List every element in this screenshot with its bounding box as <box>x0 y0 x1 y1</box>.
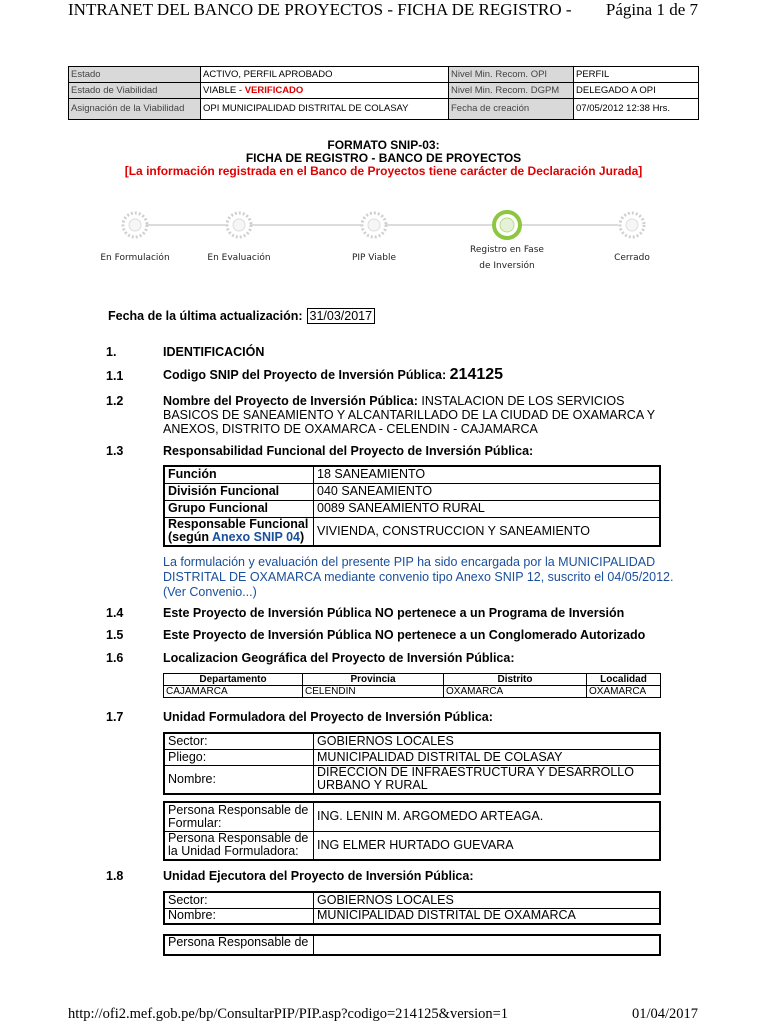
flow-node-cerrado <box>620 213 644 237</box>
unidad-ejecutora-table <box>163 891 661 925</box>
pr-formular-label: Persona Responsable de Formular: <box>164 802 314 831</box>
flow-node-evaluacion <box>227 213 251 237</box>
ue-sector-value: GOBIERNOS LOCALES <box>314 892 661 908</box>
uf-pliego-value: MUNICIPALIDAD DISTRITAL DE COLASAY <box>314 749 661 765</box>
responsable-label-text: Responsable Funcional <box>168 517 309 532</box>
cell-provincia: CELENDIN <box>303 686 444 698</box>
convenio-note: La formulación y evaluación del presente PIP ha sido encargada por la MUNICIPALIDAD DISTRITAL DE OXAMARCA mediante convenio tipo Anexo SNIP 12, suscrito el 04/05/2012. (Ver Convenio...) <box>163 555 674 599</box>
cell-distrito: OXAMARCA <box>444 686 587 698</box>
fecha-creacion-label: Fecha de creación <box>449 99 574 120</box>
snip-code-value: 214125 <box>449 366 504 383</box>
section-number: 1. <box>106 345 117 359</box>
section-number: 1.2 <box>106 394 124 408</box>
last-update <box>108 308 375 324</box>
flow-node-formulacion <box>123 213 147 237</box>
programa-inversion-note: Este Proyecto de Inversión Pública NO pertenece a un Programa de Inversión <box>163 606 625 620</box>
snip-code-label: Codigo SNIP del Proyecto de Inversión Pública: <box>163 368 447 382</box>
responsable-label <box>164 517 314 546</box>
last-update-value: 31/03/2017 <box>307 308 376 324</box>
page-header-title: INTRANET DEL BANCO DE PROYECTOS - FICHA DE REGISTRO - <box>68 0 572 19</box>
fecha-creacion-value: 07/05/2012 12:38 Hrs. <box>574 99 699 120</box>
funcion-label: Función <box>164 466 314 483</box>
section-number: 1.4 <box>106 606 124 620</box>
ue-nombre-label: Nombre: <box>164 908 314 924</box>
col-provincia: Provincia <box>303 674 444 686</box>
location-table <box>163 673 661 698</box>
section-identificacion-title: IDENTIFICACIÓN <box>163 345 265 359</box>
uf-nombre-label: Nombre: <box>164 765 314 794</box>
footer-url: http://ofi2.mef.gob.pe/bp/ConsultarPIP/PIP.asp?codigo=214125&version=1 <box>68 1006 509 1022</box>
responsable-label-prefix: (según <box>168 530 212 545</box>
cell-departamento: CAJAMARCA <box>164 686 303 698</box>
division-value: 040 SANEAMIENTO <box>314 483 661 500</box>
col-distrito: Distrito <box>444 674 587 686</box>
anexo-snip-04-link[interactable]: Anexo SNIP 04 <box>211 530 300 545</box>
unidad-formuladora-persons-table <box>163 801 661 861</box>
conglomerado-note: Este Proyecto de Inversión Pública NO pertenece a un Conglomerado Autorizado <box>163 628 646 642</box>
section-number: 1.7 <box>106 710 124 724</box>
ue-sector-label: Sector: <box>164 892 314 908</box>
viabilidad-text: VIABLE - <box>203 84 245 96</box>
uf-pliego-label: Pliego: <box>164 749 314 765</box>
form-code: FORMATO SNIP-03: <box>327 138 440 152</box>
project-name <box>163 394 683 436</box>
status-table <box>68 66 699 120</box>
flow-node-inversion-active <box>494 212 520 238</box>
form-disclaimer: [La información registrada en el Banco de Proyectos tiene carácter de Declaración Jurada] <box>124 164 643 178</box>
viabilidad-label: Estado de Viabilidad <box>69 83 201 99</box>
col-departamento: Departamento <box>164 674 303 686</box>
estado-label: Estado <box>69 67 201 83</box>
verificado-badge: VERIFICADO <box>244 84 304 96</box>
grupo-label: Grupo Funcional <box>164 500 314 517</box>
status-flow <box>68 208 699 278</box>
ue-pr-label: Persona Responsable de <box>164 935 314 955</box>
nivel-dgpm-label: Nivel Min. Recom. DGPM <box>449 83 574 99</box>
estado-value: ACTIVO, PERFIL APROBADO <box>201 67 449 83</box>
snip-code <box>163 366 683 384</box>
pr-formular-value: ING. LENIN M. ARGOMEDO ARTEAGA. <box>314 802 661 831</box>
viabilidad-value <box>201 83 449 99</box>
location-header-row <box>164 674 661 686</box>
page-number: Página 1 de 7 <box>605 0 698 19</box>
responsable-value: VIVIENDA, CONSTRUCCION Y SANEAMIENTO <box>314 517 661 546</box>
uf-sector-value: GOBIERNOS LOCALES <box>314 733 661 749</box>
ue-nombre-value: MUNICIPALIDAD DISTRITAL DE OXAMARCA <box>314 908 661 924</box>
section-unidad-ejecutora-title: Unidad Ejecutora del Proyecto de Inversión Pública: <box>163 869 474 883</box>
flow-node-viable <box>362 213 386 237</box>
pr-unidad-value: ING ELMER HURTADO GUEVARA <box>314 831 661 860</box>
unidad-formuladora-table <box>163 732 661 795</box>
step-viable-label: PIP Viable <box>351 253 397 263</box>
step-evaluacion-label: En Evaluación <box>207 253 271 263</box>
unidad-ejecutora-persons-table <box>163 934 661 956</box>
pr-unidad-label: Persona Responsable de la Unidad Formuladora: <box>164 831 314 860</box>
last-update-label: Fecha de la última actualización: <box>108 309 303 323</box>
funcion-value: 18 SANEAMIENTO <box>314 466 661 483</box>
nivel-opi-value: PERFIL <box>574 67 699 83</box>
project-name-label: Nombre del Proyecto de Inversión Pública: <box>163 394 418 408</box>
footer-date: 01/04/2017 <box>631 1006 698 1022</box>
table-row <box>164 686 661 698</box>
functional-table <box>163 465 661 547</box>
uf-sector-label: Sector: <box>164 733 314 749</box>
section-number: 1.8 <box>106 869 124 883</box>
division-label: División Funcional <box>164 483 314 500</box>
form-title: FICHA DE REGISTRO - BANCO DE PROYECTOS <box>245 151 522 165</box>
asignacion-value: OPI MUNICIPALIDAD DISTRITAL DE COLASAY <box>201 99 449 120</box>
section-number: 1.5 <box>106 628 124 642</box>
ue-pr-value <box>314 935 661 955</box>
step-cerrado-label: Cerrado <box>614 253 650 263</box>
nivel-opi-label: Nivel Min. Recom. OPI <box>449 67 574 83</box>
flow-diagram <box>68 208 699 248</box>
section-unidad-formuladora-title: Unidad Formuladora del Proyecto de Inversión Pública: <box>163 710 493 724</box>
section-number: 1.1 <box>106 369 124 383</box>
project-name-value: INSTALACION DE LOS SERVICIOS BASICOS DE SANEAMIENTO Y ALCANTARILLADO DE LA CIUDAD DE OXAMARCA Y ANEXOS, DISTRITO DE OXAMARCA - CELENDIN - CAJAMARCA <box>163 394 655 436</box>
nivel-dgpm-value: DELEGADO A OPI <box>574 83 699 99</box>
step-registro-label: Registro en Fase <box>470 245 544 255</box>
step-registro-label-2: de Inversión <box>479 261 535 271</box>
cell-localidad: OXAMARCA <box>587 686 661 698</box>
section-number: 1.3 <box>106 444 124 458</box>
responsable-label-suffix: ) <box>300 530 305 545</box>
grupo-value: 0089 SANEAMIENTO RURAL <box>314 500 661 517</box>
col-localidad: Localidad <box>587 674 661 686</box>
step-formulacion-label: En Formulación <box>100 253 170 263</box>
section-number: 1.6 <box>106 651 124 665</box>
section-localizacion-title: Localizacion Geográfica del Proyecto de Inversión Pública: <box>163 651 515 665</box>
asignacion-label: Asignación de la Viabilidad <box>69 99 201 120</box>
uf-nombre-value: DIRECCION DE INFRAESTRUCTURA Y DESARROLLO URBANO Y RURAL <box>314 765 661 794</box>
section-responsabilidad-title: Responsabilidad Funcional del Proyecto de Inversión Pública: <box>163 444 534 458</box>
